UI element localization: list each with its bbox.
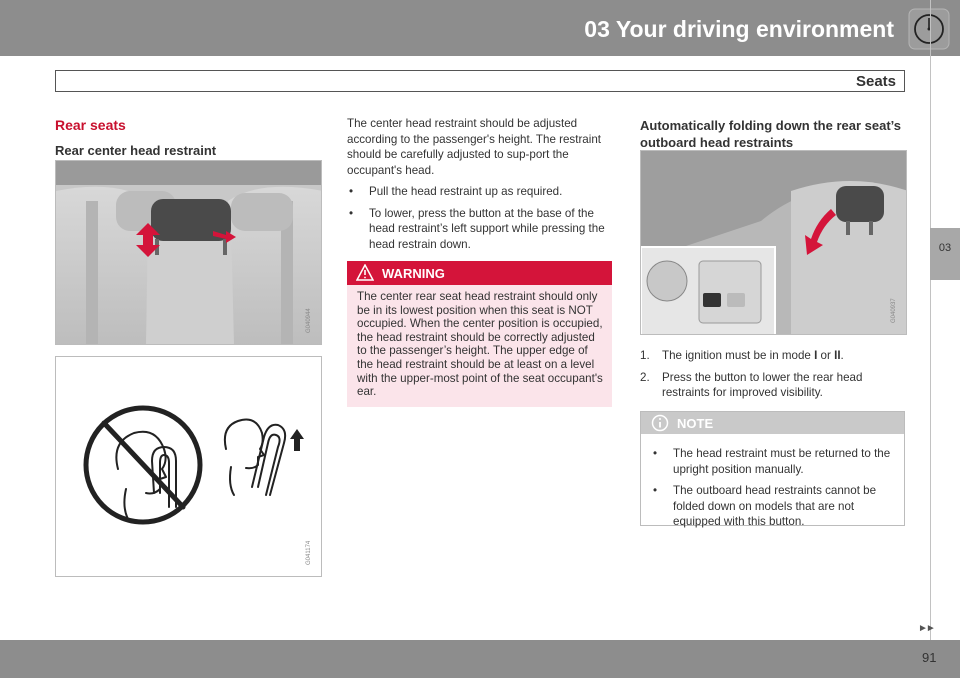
list-item	[651, 483, 899, 530]
step-number: 2.	[640, 370, 650, 384]
info-icon	[651, 414, 669, 432]
footer-bar	[0, 640, 960, 678]
auto-fold-heading: Automatically folding down the rear seat’s outboard head restraints	[640, 118, 902, 150]
list-item	[640, 348, 905, 364]
list-item	[347, 184, 612, 200]
bullet-dot: •	[653, 484, 658, 497]
side-tab-label: 03	[938, 242, 952, 254]
step-text: The ignition must be in mode I or II.	[662, 349, 844, 362]
warning-text: The center rear seat head restraint should only be in its lowest position when this seat is NOT occupied. When the center position is occupied, the head restraint should be correctly adjusted to the passenger’s height. The upper edge of the head restraint should be at least on a level with the upper-most point of the seat occupant's ear.	[357, 290, 603, 399]
chapter-side-tab[interactable]	[930, 228, 960, 280]
figure-code: G041174	[306, 540, 312, 565]
center-head-restraint-figure	[55, 160, 322, 345]
note-title: NOTE	[677, 416, 714, 431]
warning-title: WARNING	[382, 266, 445, 281]
side-divider	[930, 0, 960, 678]
list-item-text: To lower, press the button at the base of the head restraint’s left support while pressing the head restrain down.	[369, 206, 605, 251]
list-item-text: The outboard head restraints cannot be folded down on models that are not equipped with this button.	[673, 484, 877, 528]
rear-seats-heading: Rear seats	[55, 117, 126, 133]
head-restraint-warning-figure	[55, 356, 322, 577]
rear-seat-photo-illustration	[56, 161, 322, 345]
figure-code: G040944	[306, 308, 312, 333]
list-item	[651, 446, 899, 477]
warning-box	[347, 261, 612, 407]
list-item-text: The head restraint must be returned to the upright position manually.	[673, 447, 891, 476]
page-number: 91	[922, 650, 937, 665]
next-page-arrows[interactable]: ►►	[918, 623, 934, 634]
list-item-text: Pull the head restraint up as required.	[369, 185, 563, 198]
note-body	[651, 440, 899, 530]
list-item	[640, 370, 905, 401]
steps-list	[640, 342, 905, 401]
warning-header	[347, 261, 612, 285]
note-box	[640, 411, 905, 526]
folding-restraint-illustration	[641, 151, 907, 335]
rear-center-restraint-subheading: Rear center head restraint	[55, 143, 217, 158]
bullet-dot: •	[653, 447, 658, 460]
chapter-title: 03 Your driving environment	[584, 16, 894, 42]
step-number: 1.	[640, 349, 650, 362]
outboard-restraint-figure	[640, 150, 907, 335]
note-header	[641, 412, 904, 434]
no-restraint-symbol-illustration	[56, 357, 322, 577]
figure-code: G040937	[891, 298, 897, 323]
step-text: Press the button to lower the rear head restraints for improved visibility.	[662, 370, 863, 399]
list-item	[347, 206, 612, 253]
section-bar	[55, 70, 905, 92]
bullet-dot: •	[349, 206, 354, 220]
warning-triangle-icon	[356, 264, 374, 281]
bullet-dot: •	[349, 185, 354, 198]
section-title: Seats	[855, 73, 896, 90]
middle-text-column	[347, 116, 612, 252]
intro-paragraph: The center head restraint should be adjusted according to the passenger's height. The restraint should be carefully adjusted to sup-port the occupant's head.	[347, 117, 601, 177]
